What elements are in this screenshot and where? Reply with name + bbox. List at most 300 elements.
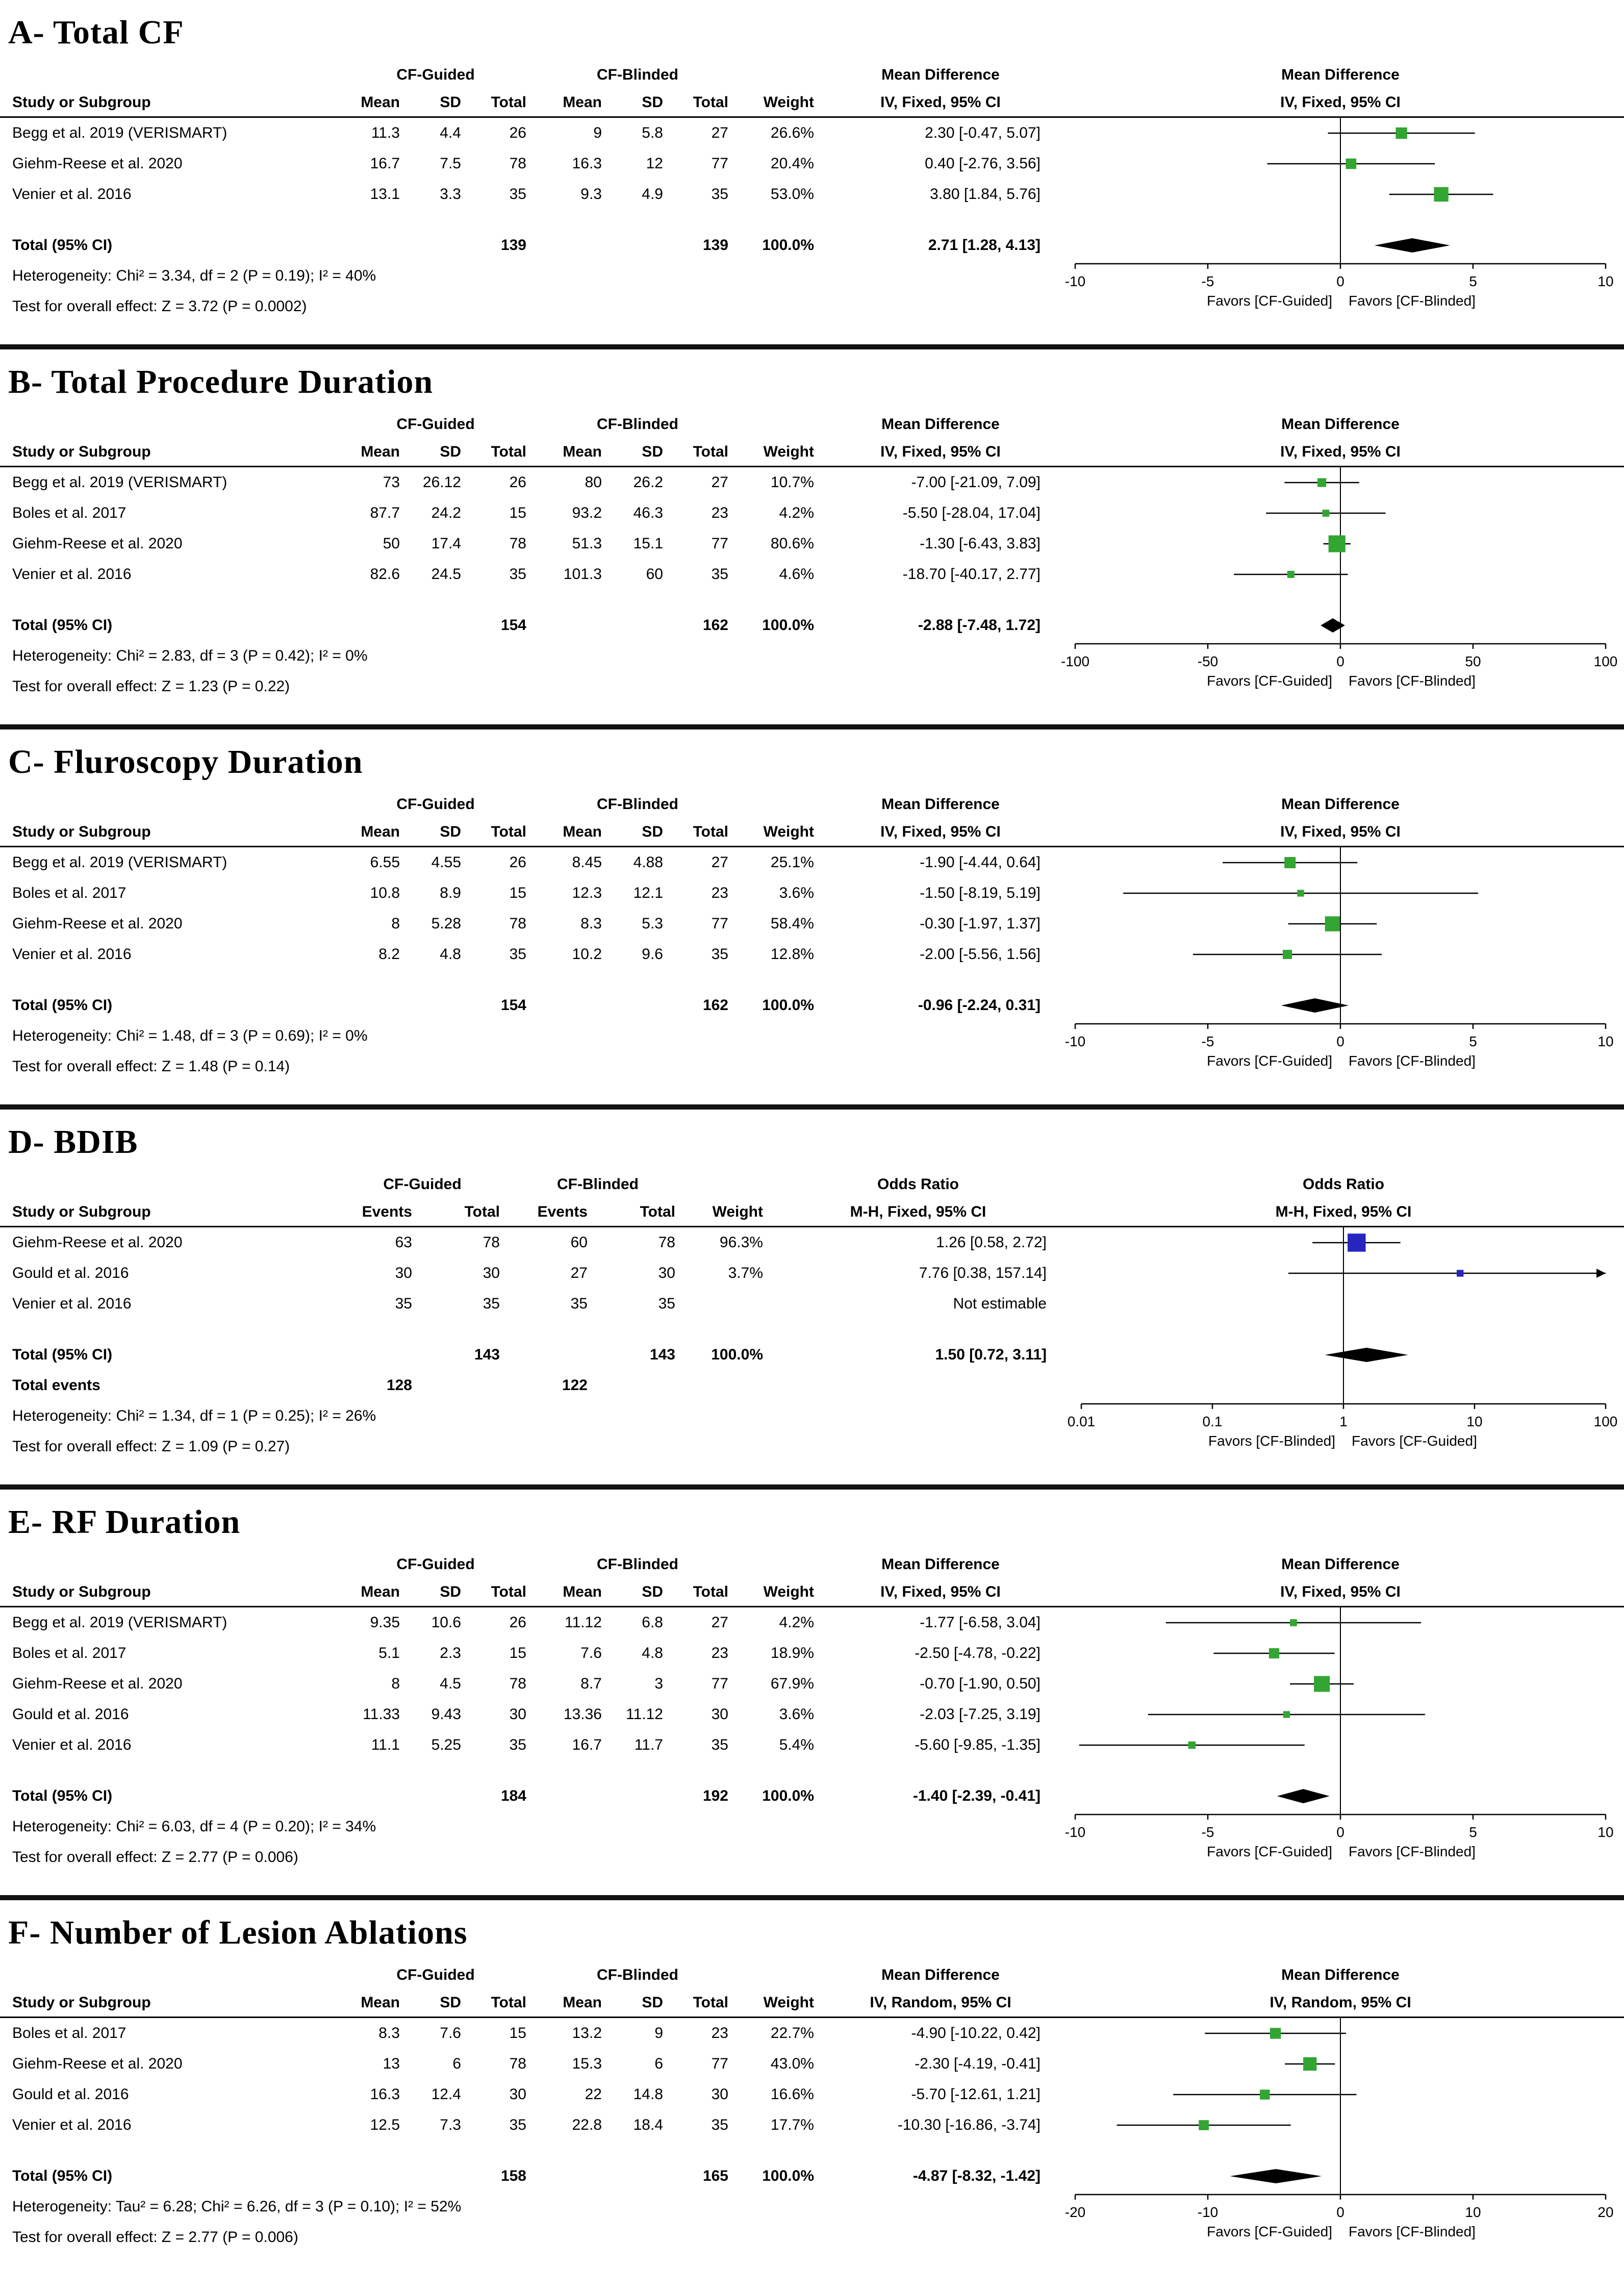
heterogeneity-note: Heterogeneity: Chi² = 1.48, df = 3 (P = 0.69); I² = 0%: [12, 1027, 368, 1044]
axis-tick-label: -10: [1064, 1034, 1086, 1049]
group2-value: 9: [593, 124, 602, 141]
study-name: Giehm-Reese et al. 2020: [12, 155, 183, 172]
panel-title-D: D- BDIB: [8, 1123, 138, 1161]
group1-value: 10.8: [370, 885, 400, 901]
group1-value: 15: [509, 885, 526, 901]
group1-value: 35: [509, 946, 526, 963]
group2-value: 6: [654, 2055, 663, 2072]
group1-value: 35: [509, 1736, 526, 1753]
effect-header: Mean Difference: [881, 416, 1000, 433]
effect-estimate-cell: -7.00 [-21.09, 7.09]: [911, 474, 1041, 491]
weight-col-header: Weight: [763, 823, 814, 840]
value-col-header: Events: [362, 1203, 412, 1220]
axis-tick-label: -100: [1060, 653, 1090, 669]
group2-value: 35: [711, 1736, 728, 1753]
group1-value: 12.5: [370, 2116, 400, 2133]
effect-square: [1297, 890, 1304, 896]
value-col-header: Mean: [361, 1994, 400, 2011]
panel-body: [0, 1961, 1624, 2273]
summary-diamond: [1277, 1789, 1330, 1803]
group2-value: 6.8: [642, 1614, 663, 1631]
group1-value: 12.4: [431, 2086, 461, 2103]
group2-value: 10.2: [572, 946, 602, 963]
axis-tick-label: 100: [1593, 1414, 1618, 1429]
group1-value: 78: [509, 1675, 526, 1692]
group2-value: 22.8: [572, 2116, 602, 2133]
total-effect: -1.40 [-2.39, -0.41]: [912, 1787, 1041, 1804]
value-col-header: Events: [537, 1203, 588, 1220]
group2-value: 9.3: [580, 186, 602, 203]
group2-value: 27: [711, 124, 728, 141]
group1-value: 35: [483, 1295, 500, 1312]
favors-left-label: Favors [CF-Guided]: [1207, 1844, 1332, 1859]
weight-cell: 20.4%: [770, 155, 814, 172]
meta-analysis-forest-figure: [0, 13, 1624, 2273]
heterogeneity-note: Heterogeneity: Chi² = 2.83, df = 3 (P = 0.42); I² = 0%: [12, 647, 368, 664]
favors-right-label: Favors [CF-Blinded]: [1349, 293, 1476, 309]
group2-value: 51.3: [572, 535, 602, 552]
total-n1: 184: [500, 1787, 526, 1804]
group1-value: 7.5: [440, 155, 461, 172]
study-name: Begg et al. 2019 (VERISMART): [12, 474, 227, 491]
effect-estimate-cell: -5.60 [-9.85, -1.35]: [915, 1736, 1041, 1753]
study-col-header: Study or Subgroup: [12, 1994, 151, 2011]
effect-estimate-cell: 1.26 [0.58, 2.72]: [936, 1234, 1047, 1251]
effect-square: [1434, 187, 1448, 201]
group2-value: 30: [711, 2086, 728, 2103]
axis-tick-label: 5: [1469, 1034, 1477, 1049]
plot-model-header: IV, Fixed, 95% CI: [1280, 94, 1401, 111]
group2-value: 4.9: [642, 186, 663, 203]
group1-value: 26: [509, 1614, 526, 1631]
heterogeneity-note: Heterogeneity: Chi² = 1.34, df = 1 (P = 0.25); I² = 26%: [12, 1407, 376, 1424]
group1-value: 15: [509, 2025, 526, 2042]
total-weight: 100.0%: [711, 1346, 763, 1363]
panel-title-F: F- Number of Lesion Ablations: [8, 1914, 468, 1951]
forest-plot-F: [1057, 1961, 1624, 2273]
plot-model-header: IV, Fixed, 95% CI: [1280, 1583, 1401, 1600]
summary-diamond: [1230, 2169, 1322, 2183]
axis-tick-label: 0.01: [1067, 1414, 1096, 1429]
group2-value: 30: [711, 1706, 728, 1723]
group2-value: 77: [711, 155, 728, 172]
effect-square: [1348, 1233, 1365, 1251]
group1-value: 24.5: [431, 566, 461, 583]
group1-value: 26: [509, 124, 526, 141]
group2-value: 16.3: [572, 155, 602, 172]
favors-left-label: Favors [CF-Blinded]: [1208, 1433, 1335, 1449]
group2-value: 4.8: [642, 1645, 663, 1661]
panels-container: [0, 13, 1624, 2273]
total-label: Total (95% CI): [12, 617, 113, 634]
summary-diamond: [1321, 618, 1345, 633]
effect-estimate-cell: -1.30 [-6.43, 3.83]: [920, 535, 1041, 552]
group1-value: 15: [509, 1645, 526, 1661]
group1-value: 4.4: [440, 124, 461, 141]
value-col-header: Mean: [361, 823, 400, 840]
study-name: Boles et al. 2017: [12, 2025, 126, 2042]
group2-value: 7.6: [580, 1645, 602, 1661]
group2-value: 93.2: [572, 505, 602, 521]
group1-value: 3.3: [440, 186, 461, 203]
group1-value: 7.6: [440, 2025, 461, 2042]
effect-estimate-cell: -1.77 [-6.58, 3.04]: [920, 1614, 1041, 1631]
heterogeneity-note: Heterogeneity: Tau² = 6.28; Chi² = 6.26, df = 3 (P = 0.10); I² = 52%: [12, 2198, 462, 2215]
group1-value: 11.3: [371, 124, 400, 141]
group1-value: 63: [395, 1234, 412, 1251]
effect-estimate-cell: 2.30 [-0.47, 5.07]: [925, 124, 1041, 141]
group2-value: 23: [711, 505, 728, 521]
axis-tick-label: 10: [1466, 1414, 1483, 1429]
total-n2: 162: [702, 617, 728, 634]
value-col-header: SD: [440, 443, 461, 460]
total-n2: 143: [649, 1346, 675, 1363]
group1-value: 26: [509, 474, 526, 491]
group1-value: 8: [391, 915, 400, 932]
weight-cell: 3.6%: [779, 885, 814, 901]
weight-cell: 96.3%: [719, 1234, 763, 1251]
effect-square: [1346, 159, 1356, 169]
effect-estimate-cell: -0.30 [-1.97, 1.37]: [920, 915, 1041, 932]
group1-value: 4.8: [440, 946, 461, 963]
weight-col-header: Weight: [763, 1583, 814, 1600]
total-events-1: 128: [386, 1377, 412, 1394]
group2-value: 22: [585, 2086, 602, 2103]
group1-value: 11.1: [371, 1736, 400, 1753]
value-col-header: SD: [642, 1583, 663, 1600]
effect-estimate-cell: -2.50 [-4.78, -0.22]: [915, 1645, 1041, 1661]
effect-estimate-cell: -1.90 [-4.44, 0.64]: [920, 854, 1041, 871]
value-col-header: Total: [491, 1583, 526, 1600]
panel-title-E: E- RF Duration: [8, 1503, 241, 1541]
effect-estimate-cell: 3.80 [1.84, 5.76]: [930, 186, 1041, 203]
group2-value: 77: [711, 1675, 728, 1692]
weight-cell: 4.2%: [779, 505, 814, 521]
group2-value: 12: [646, 155, 663, 172]
model-col-header: IV, Fixed, 95% CI: [880, 823, 1001, 840]
axis-tick-label: -20: [1064, 2204, 1086, 2220]
effect-square: [1283, 1711, 1290, 1718]
effect-square: [1323, 510, 1330, 517]
total-weight: 100.0%: [762, 2168, 814, 2184]
group1-value: 78: [509, 535, 526, 552]
forest-plot-D: [1063, 1171, 1624, 1482]
axis-tick-label: 0: [1336, 2204, 1344, 2220]
group1-value: 78: [483, 1234, 500, 1251]
study-name: Boles et al. 2017: [12, 1645, 126, 1661]
weight-cell: 67.9%: [770, 1675, 814, 1692]
forest-panel-F: [0, 1913, 1624, 2273]
value-col-header: Total: [491, 443, 526, 460]
group1-value: 73: [383, 474, 400, 491]
total-label: Total (95% CI): [12, 237, 113, 254]
summary-diamond: [1325, 1348, 1408, 1362]
group1-value: 13.1: [370, 186, 400, 203]
study-name: Giehm-Reese et al. 2020: [12, 915, 183, 932]
effect-estimate-cell: -0.70 [-1.90, 0.50]: [920, 1675, 1041, 1692]
effect-estimate-cell: -2.03 [-7.25, 3.19]: [920, 1706, 1041, 1723]
effect-estimate-cell: -5.70 [-12.61, 1.21]: [911, 2086, 1041, 2103]
total-weight: 100.0%: [762, 1787, 814, 1804]
total-effect: -4.87 [-8.32, -1.42]: [912, 2168, 1041, 2184]
group1-value: 4.55: [431, 854, 461, 871]
axis-tick-label: -5: [1201, 273, 1214, 289]
value-col-header: SD: [440, 823, 461, 840]
panel-body: [0, 411, 1624, 722]
overall-test-note: Test for overall effect: Z = 1.09 (P = 0.27): [12, 1438, 290, 1455]
value-col-header: Mean: [563, 1994, 602, 2011]
weight-cell: 5.4%: [779, 1736, 814, 1753]
panel-body: [0, 1171, 1624, 1482]
weight-cell: 58.4%: [770, 915, 814, 932]
value-col-header: Total: [640, 1203, 675, 1220]
group2-value: 13.36: [563, 1706, 602, 1723]
favors-right-label: Favors [CF-Blinded]: [1349, 1844, 1476, 1859]
group1-value: 35: [395, 1295, 412, 1312]
group1-value: 9.43: [431, 1706, 461, 1723]
group1-value: 8.3: [378, 2025, 400, 2042]
group1-value: 78: [509, 2055, 526, 2072]
effect-header: Mean Difference: [881, 1556, 1000, 1573]
group2-value: 27: [570, 1265, 588, 1281]
group1-value: 78: [509, 155, 526, 172]
study-name: Venier et al. 2016: [12, 1295, 132, 1312]
group2-value: 9.6: [642, 946, 663, 963]
group1-value: 78: [509, 915, 526, 932]
effect-square: [1457, 1270, 1463, 1276]
effect-estimate-cell: Not estimable: [953, 1295, 1047, 1312]
group1-value: 7.3: [440, 2116, 461, 2133]
group2-value: 23: [711, 1645, 728, 1661]
group2-value: 80: [585, 474, 602, 491]
group1-value: 30: [509, 2086, 526, 2103]
group1-value: 13: [383, 2055, 400, 2072]
axis-tick-label: -50: [1197, 653, 1219, 669]
forest-plot-A: [1057, 61, 1624, 342]
group2-value: 3: [654, 1675, 663, 1692]
total-weight: 100.0%: [762, 617, 814, 634]
group1-value: 5.25: [431, 1736, 461, 1753]
total-n2: 192: [702, 1787, 728, 1804]
study-name: Giehm-Reese et al. 2020: [12, 2055, 183, 2072]
total-effect: -2.88 [-7.48, 1.72]: [918, 617, 1041, 634]
group2-header: CF-Blinded: [597, 66, 678, 83]
weight-col-header: Weight: [763, 94, 814, 111]
group2-value: 101.3: [563, 566, 602, 583]
group2-value: 11.12: [626, 1706, 663, 1723]
axis-tick-label: 0: [1336, 1034, 1344, 1049]
total-events-label: Total events: [12, 1377, 100, 1394]
axis-tick-label: 5: [1469, 1824, 1477, 1840]
effect-square: [1283, 950, 1292, 959]
group2-value: 8.7: [580, 1675, 602, 1692]
value-col-header: SD: [642, 1994, 663, 2011]
weight-cell: 43.0%: [770, 2055, 814, 2072]
group2-value: 77: [711, 2055, 728, 2072]
study-col-header: Study or Subgroup: [12, 823, 151, 840]
panel-title-C: C- Fluroscopy Duration: [8, 743, 363, 780]
group2-value: 60: [570, 1234, 588, 1251]
favors-left-label: Favors [CF-Guided]: [1207, 673, 1332, 689]
effect-header: Mean Difference: [881, 796, 1000, 813]
group1-value: 30: [395, 1265, 412, 1281]
model-col-header: IV, Fixed, 95% CI: [880, 443, 1001, 460]
effect-estimate-cell: -1.50 [-8.19, 5.19]: [920, 885, 1041, 901]
group2-value: 30: [658, 1265, 675, 1281]
value-col-header: Mean: [361, 1583, 400, 1600]
axis-tick-label: -5: [1201, 1034, 1214, 1049]
effect-square: [1314, 1676, 1330, 1692]
axis-tick-label: -5: [1201, 1824, 1214, 1840]
axis-tick-label: -10: [1197, 2204, 1219, 2220]
weight-cell: 18.9%: [770, 1645, 814, 1661]
plot-effect-header: Odds Ratio: [1302, 1176, 1384, 1193]
total-effect: -0.96 [-2.24, 0.31]: [918, 997, 1041, 1014]
study-name: Gould et al. 2016: [12, 2086, 129, 2103]
total-n1: 158: [500, 2168, 526, 2184]
value-col-header: SD: [642, 94, 663, 111]
forest-plot-C: [1057, 791, 1624, 1102]
group1-value: 30: [509, 1706, 526, 1723]
model-col-header: IV, Fixed, 95% CI: [880, 94, 1001, 111]
value-col-header: Total: [491, 823, 526, 840]
group2-value: 35: [711, 566, 728, 583]
group2-header: CF-Blinded: [597, 796, 678, 813]
effect-square: [1395, 128, 1407, 139]
group2-value: 35: [570, 1295, 588, 1312]
weight-col-header: Weight: [763, 1994, 814, 2011]
study-col-header: Study or Subgroup: [12, 94, 151, 111]
value-col-header: SD: [642, 823, 663, 840]
panel-body: [0, 1551, 1624, 1893]
favors-left-label: Favors [CF-Guided]: [1207, 1053, 1332, 1069]
effect-estimate-cell: -4.90 [-10.22, 0.42]: [911, 2025, 1041, 2042]
forest-plot-B: [1057, 411, 1624, 722]
weight-cell: 10.7%: [770, 474, 814, 491]
value-col-header: SD: [440, 1583, 461, 1600]
favors-right-label: Favors [CF-Blinded]: [1349, 673, 1476, 689]
weight-cell: 26.6%: [770, 124, 814, 141]
favors-left-label: Favors [CF-Guided]: [1207, 2224, 1332, 2239]
group1-value: 16.7: [370, 155, 400, 172]
forest-panel-D: [0, 1123, 1624, 1482]
group2-value: 27: [711, 1614, 728, 1631]
group1-value: 2.3: [440, 1645, 461, 1661]
value-col-header: Mean: [563, 443, 602, 460]
effect-estimate-cell: -18.70 [-40.17, 2.77]: [902, 566, 1041, 583]
axis-tick-label: 5: [1469, 273, 1477, 289]
group1-value: 35: [509, 2116, 526, 2133]
effect-square: [1303, 2057, 1316, 2071]
group2-value: 18.4: [633, 2116, 663, 2133]
group2-value: 35: [711, 946, 728, 963]
group2-value: 35: [658, 1295, 675, 1312]
model-col-header: IV, Random, 95% CI: [870, 1994, 1011, 2011]
value-col-header: SD: [642, 443, 663, 460]
study-name: Venier et al. 2016: [12, 186, 132, 203]
effect-square: [1270, 2028, 1281, 2038]
group2-value: 15.3: [572, 2055, 602, 2072]
effect-estimate-cell: -2.00 [-5.56, 1.56]: [920, 946, 1041, 963]
effect-header: Mean Difference: [881, 1967, 1000, 1983]
group2-value: 8.45: [572, 854, 602, 871]
total-effect: 1.50 [0.72, 3.11]: [935, 1346, 1047, 1363]
group2-value: 11.12: [565, 1614, 602, 1631]
study-name: Venier et al. 2016: [12, 946, 132, 963]
favors-left-label: Favors [CF-Guided]: [1207, 293, 1332, 309]
group1-value: 15: [509, 505, 526, 521]
group2-value: 12.3: [572, 885, 602, 901]
value-col-header: Mean: [361, 443, 400, 460]
group1-value: 16.3: [370, 2086, 400, 2103]
study-col-header: Study or Subgroup: [12, 443, 151, 460]
value-col-header: Total: [491, 1994, 526, 2011]
value-col-header: Total: [693, 823, 728, 840]
heterogeneity-note: Heterogeneity: Chi² = 6.03, df = 4 (P = 0.20); I² = 34%: [12, 1818, 376, 1835]
study-name: Boles et al. 2017: [12, 885, 126, 901]
group1-value: 26.12: [422, 474, 461, 491]
group2-value: 60: [646, 566, 663, 583]
study-name: Begg et al. 2019 (VERISMART): [12, 1614, 227, 1631]
group2-value: 16.7: [572, 1736, 602, 1753]
group2-value: 9: [654, 2025, 663, 2042]
total-label: Total (95% CI): [12, 1787, 113, 1804]
value-col-header: Mean: [563, 94, 602, 111]
group2-value: 46.3: [633, 505, 663, 521]
effect-estimate-cell: 0.40 [-2.76, 3.56]: [925, 155, 1041, 172]
effect-square: [1317, 478, 1326, 487]
overall-test-note: Test for overall effect: Z = 2.77 (P = 0.006): [12, 1849, 298, 1866]
axis-tick-label: 10: [1597, 273, 1614, 289]
panel-divider: [0, 344, 1624, 349]
overall-test-note: Test for overall effect: Z = 1.48 (P = 0.14): [12, 1058, 290, 1075]
total-n2: 139: [702, 237, 728, 254]
study-name: Begg et al. 2019 (VERISMART): [12, 124, 227, 141]
total-label: Total (95% CI): [12, 1346, 113, 1363]
weight-cell: 12.8%: [770, 946, 814, 963]
overall-test-note: Test for overall effect: Z = 1.23 (P = 0.22): [12, 678, 290, 695]
group2-value: 78: [658, 1234, 675, 1251]
weight-cell: 17.7%: [770, 2116, 814, 2133]
group2-value: 23: [711, 2025, 728, 2042]
total-label: Total (95% CI): [12, 2168, 113, 2184]
study-name: Giehm-Reese et al. 2020: [12, 535, 183, 552]
axis-tick-label: -10: [1064, 1824, 1086, 1840]
weight-cell: 4.2%: [779, 1614, 814, 1631]
group2-value: 77: [711, 915, 728, 932]
panel-divider: [0, 1104, 1624, 1110]
axis-tick-label: 50: [1465, 653, 1481, 669]
group2-value: 8.3: [580, 915, 602, 932]
panel-divider: [0, 724, 1624, 729]
group2-value: 5.8: [642, 124, 663, 141]
total-n1: 154: [500, 617, 526, 634]
group2-value: 13.2: [572, 2025, 602, 2042]
value-col-header: Mean: [563, 823, 602, 840]
effect-header: Mean Difference: [881, 66, 1000, 83]
weight-cell: 3.7%: [728, 1265, 763, 1281]
group1-value: 11.33: [363, 1706, 400, 1723]
value-col-header: Total: [464, 1203, 500, 1220]
axis-tick-label: 0.1: [1202, 1414, 1223, 1429]
study-name: Begg et al. 2019 (VERISMART): [12, 854, 227, 871]
panel-title-A: A- Total CF: [8, 14, 184, 51]
study-name: Giehm-Reese et al. 2020: [12, 1234, 183, 1251]
weight-col-header: Weight: [712, 1203, 763, 1220]
study-name: Venier et al. 2016: [12, 2116, 132, 2133]
study-name: Boles et al. 2017: [12, 505, 126, 521]
group1-value: 82.6: [370, 566, 400, 583]
